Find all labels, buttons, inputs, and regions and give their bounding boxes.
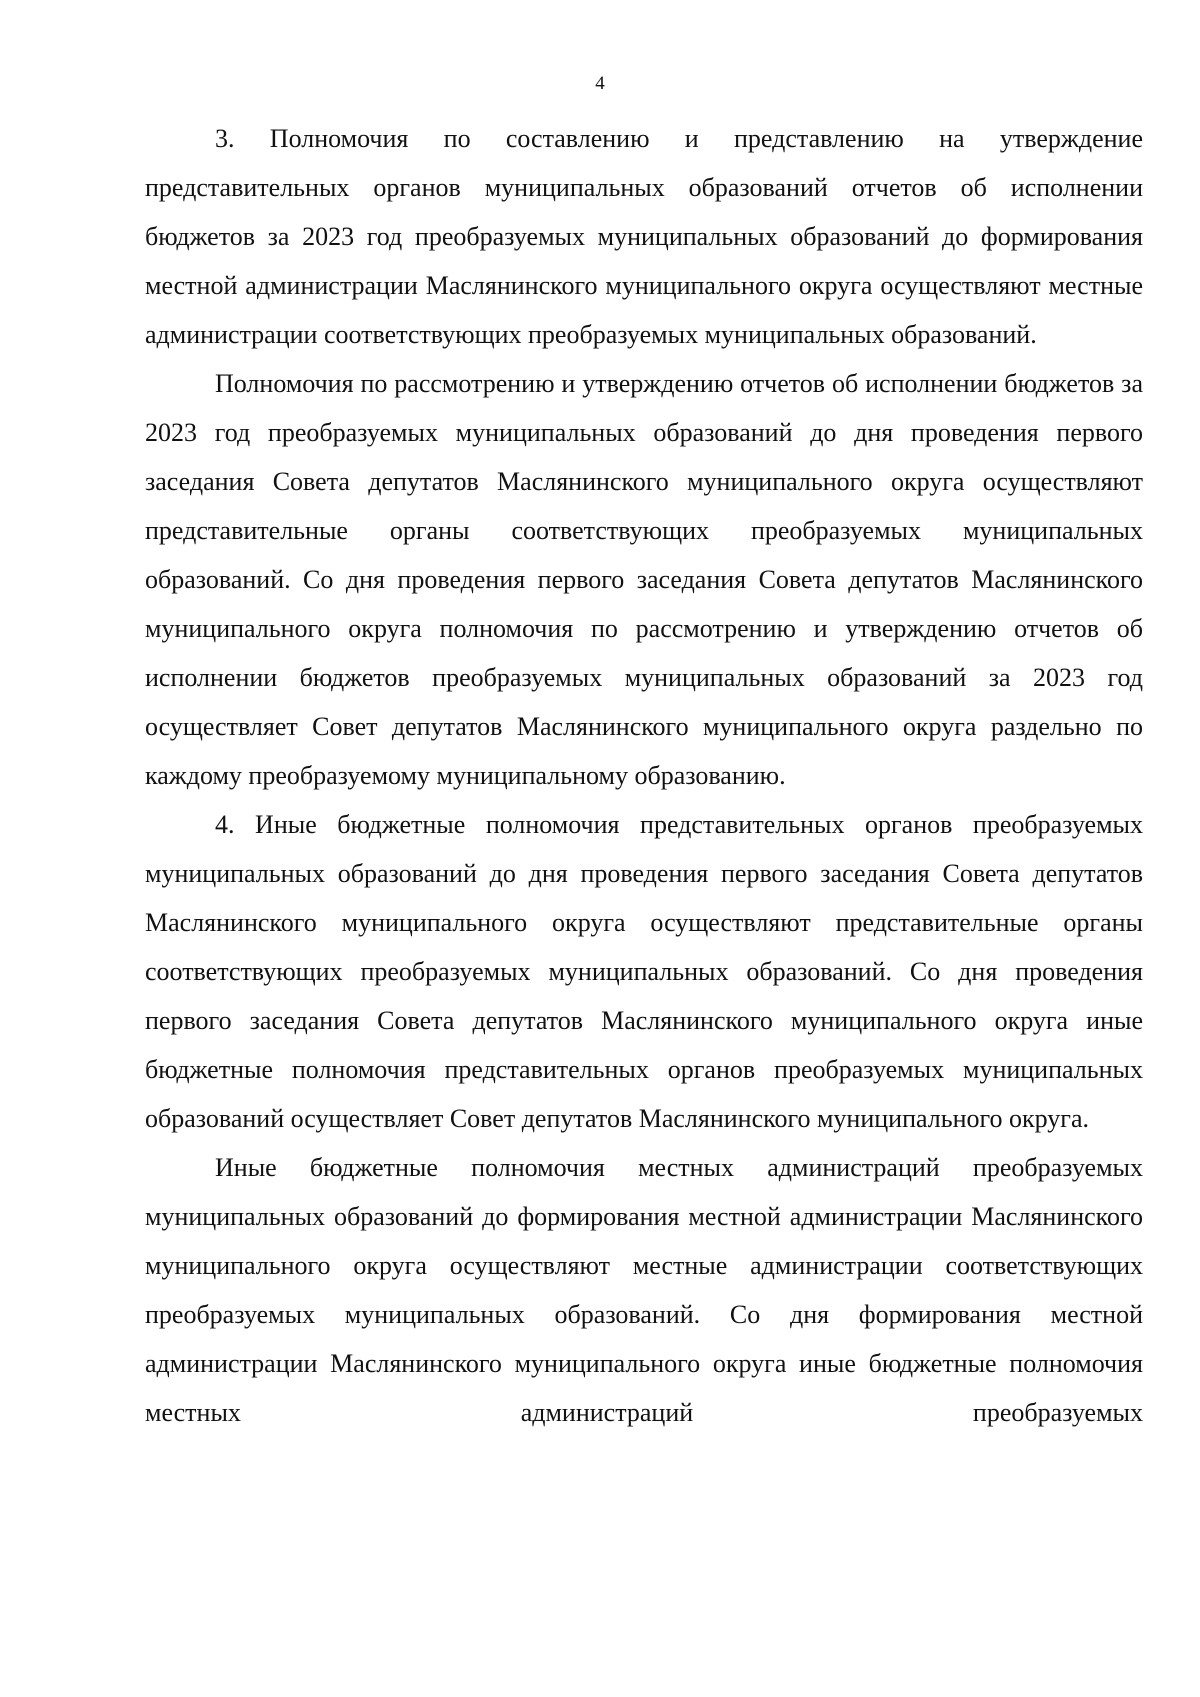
paragraph-reports-approval: Полномочия по рассмотрению и утверждению отчетов об исполнении бюджетов за 2023 год преобразуемых муниципальных образований до дня проведения первого заседания Совета депутатов Маслянинского муниципального округа осуществляют представительные органы соответствующих преобразуемых муниципальных образований. Со дня проведения первого заседания Совета депутатов Маслянинского муниципального округа полномочия по рассмотрению и утверждению отчетов об исполнении бюджетов преобразуемых муниципальных образований за 2023 год осуществляет Совет депутатов Маслянинского муниципального округа раздельно по каждому преобразуемому муниципальному образованию.	[145, 369, 1143, 790]
document-body	[145, 114, 1143, 1437]
paragraph-item-3: 3. Полномочия по составлению и представлению на утверждение представительных органов муниципальных образований отчетов об исполнении бюджетов за 2023 год преобразуемых муниципальных образований до формирования местной администрации Маслянинского муниципального округа осуществляют местные администрации соответствующих преобразуемых муниципальных образований.	[145, 124, 1143, 349]
paragraph-administrations-powers: Иные бюджетные полномочия местных администраций преобразуемых муниципальных образований до формирования местной администрации Маслянинского муниципального округа осуществляют местные администрации соответствующих преобразуемых муниципальных образований. Со дня формирования местной администрации Маслянинского муниципального округа иные бюджетные полномочия местных администраций преобразуемых	[145, 1153, 1143, 1427]
page-number: 4	[595, 73, 605, 94]
paragraph-item-4: 4. Иные бюджетные полномочия представительных органов преобразуемых муниципальных образований до дня проведения первого заседания Совета депутатов Маслянинского муниципального округа осуществляют представительные органы соответствующих преобразуемых муниципальных образований. Со дня проведения первого заседания Совета депутатов Маслянинского муниципального округа иные бюджетные полномочия представительных органов преобразуемых муниципальных образований осуществляет Совет депутатов Маслянинского муниципального округа.	[145, 810, 1143, 1133]
